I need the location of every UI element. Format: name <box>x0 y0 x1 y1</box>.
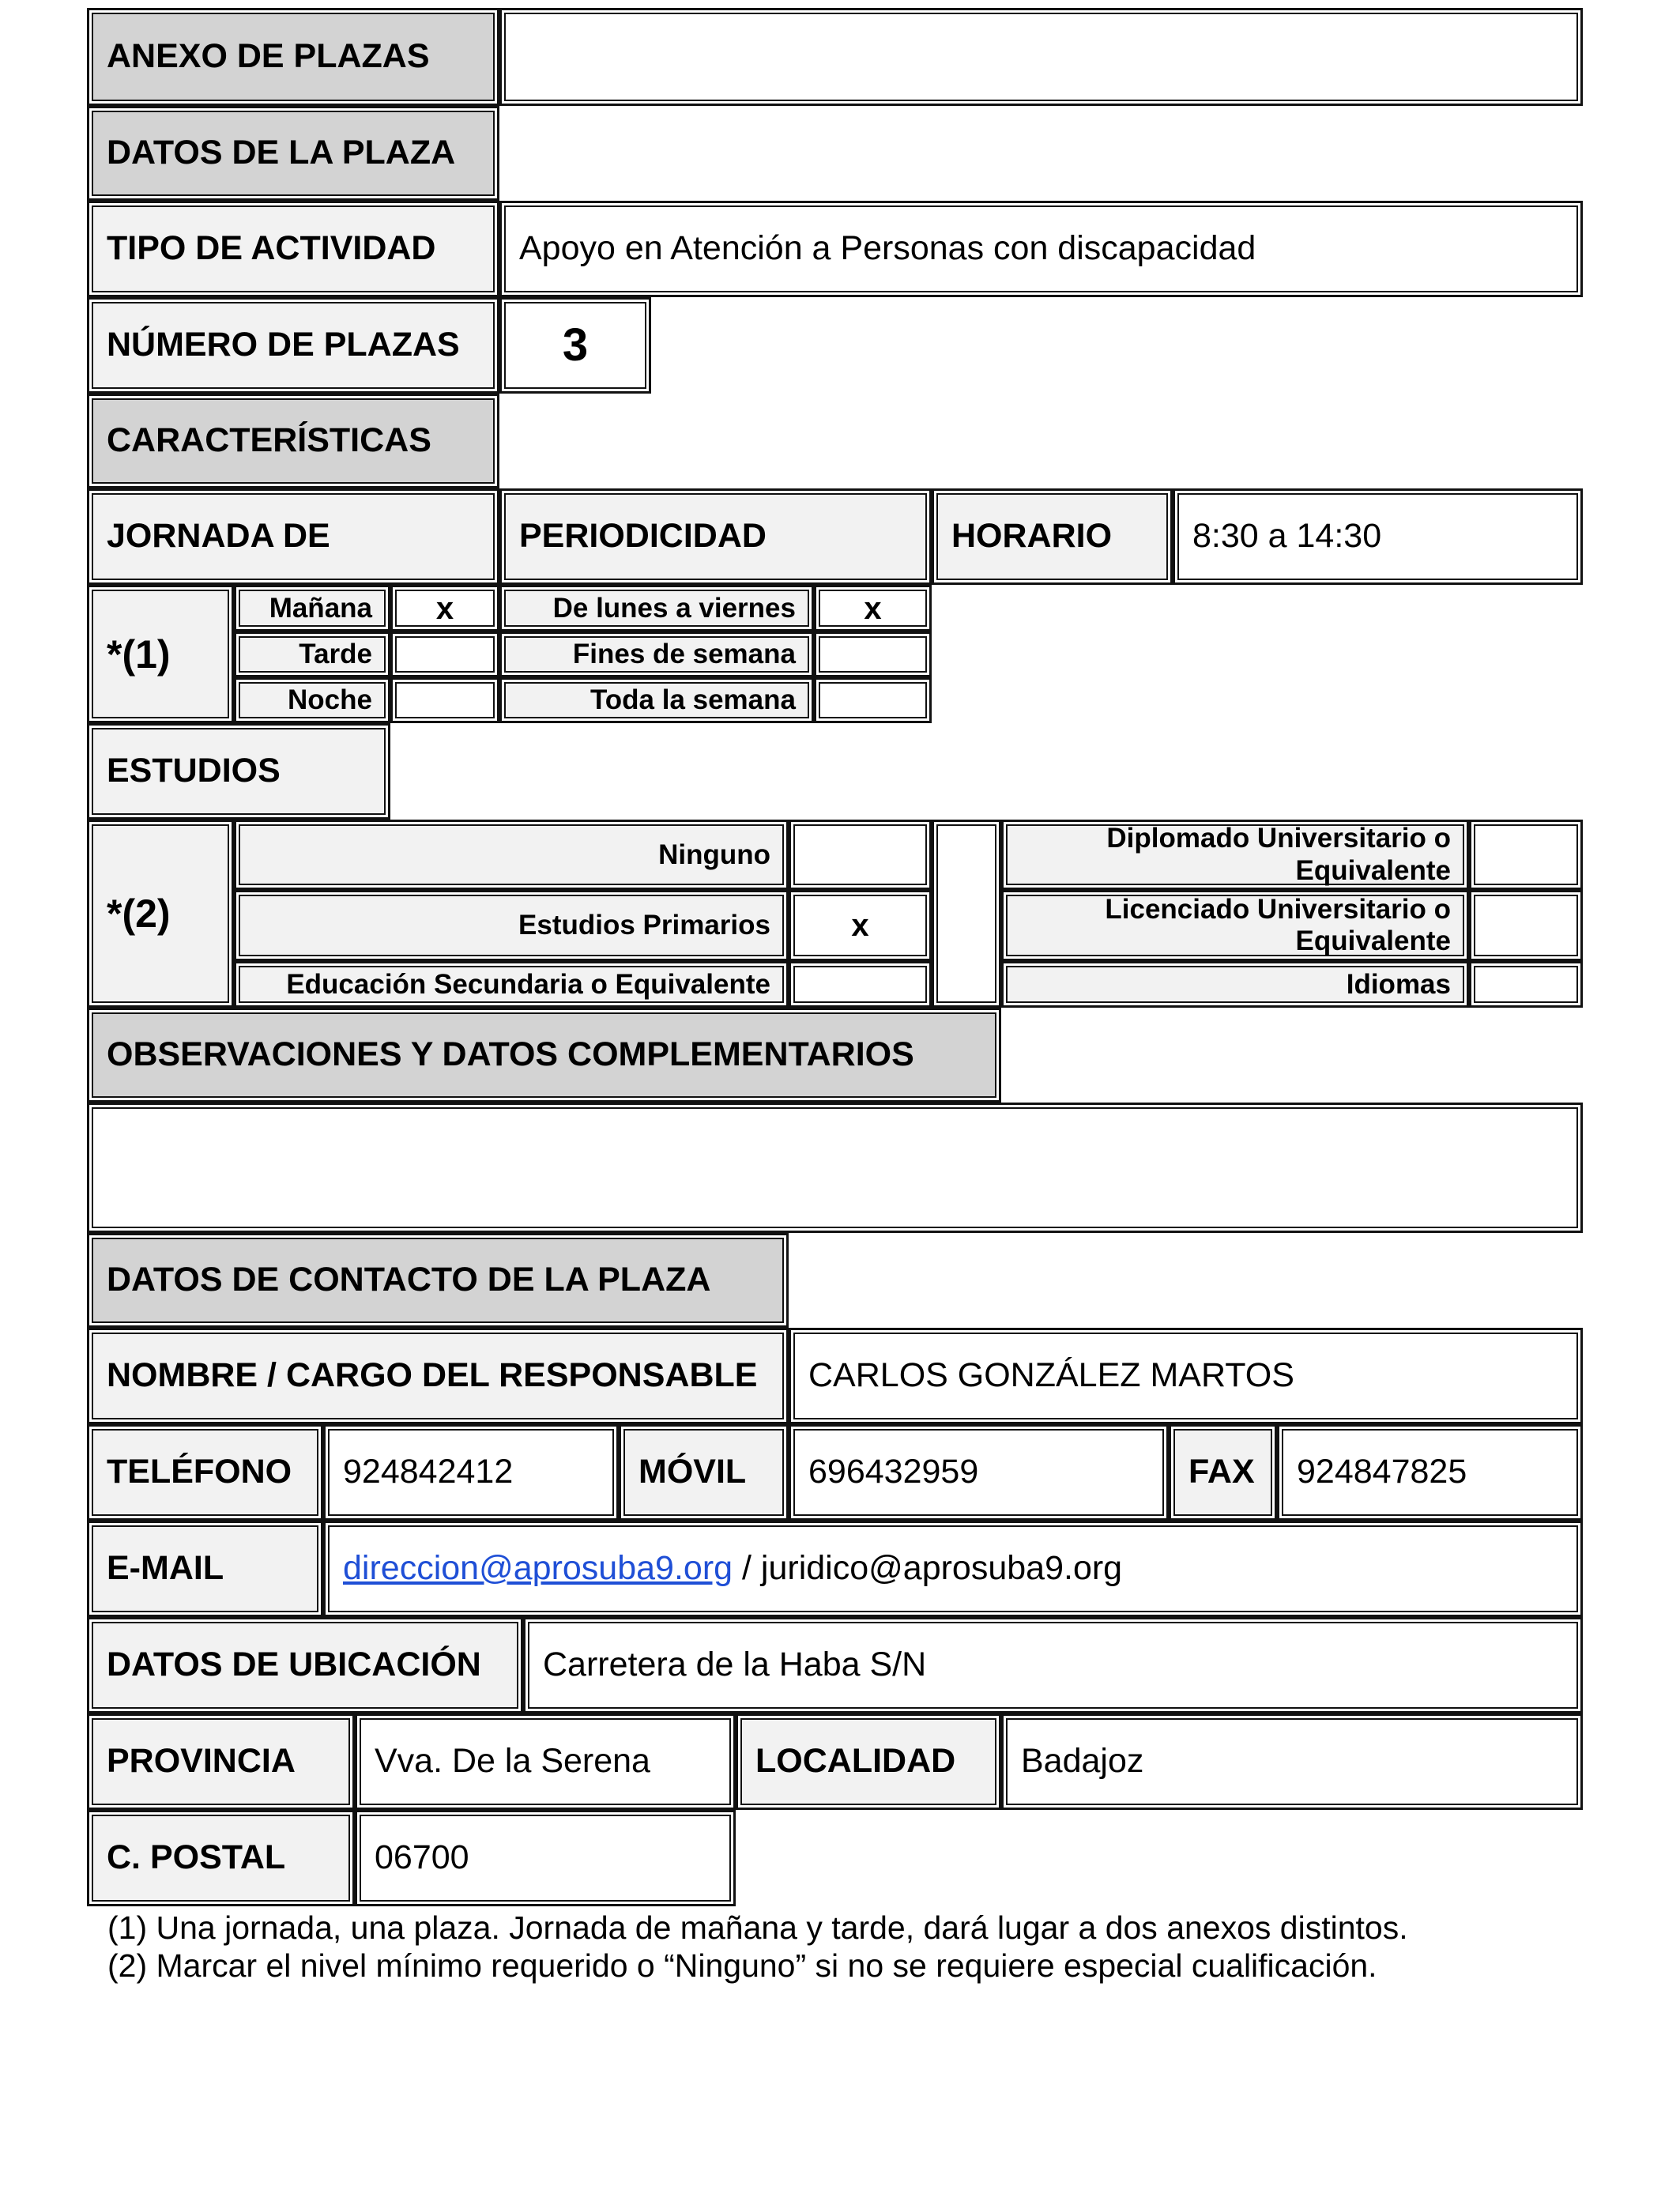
anexo-de-plazas-label: ANEXO DE PLAZAS <box>87 8 499 106</box>
turno-label: Tarde <box>234 631 390 677</box>
estudio-checkbox[interactable] <box>789 820 932 890</box>
email-secondary: / juridico@aprosuba9.org <box>733 1549 1123 1588</box>
ubicacion-label: DATOS DE UBICACIÓN <box>87 1617 523 1713</box>
anexo-de-plazas-value <box>499 8 1583 106</box>
periodo-checkbox[interactable] <box>814 631 932 677</box>
ubicacion-value: Carretera de la Haba S/N <box>523 1617 1583 1713</box>
periodo-label: Fines de semana <box>499 631 814 677</box>
provincia-value: Vva. De la Serena <box>355 1713 736 1810</box>
horario-value: 8:30 a 14:30 <box>1173 488 1583 585</box>
periodo-label: De lunes a viernes <box>499 585 814 631</box>
estudios-note-mark: *(2) <box>87 820 234 1008</box>
estudio-checkbox[interactable] <box>1469 820 1583 890</box>
codigo-postal-value: 06700 <box>355 1810 736 1906</box>
turno-label: Noche <box>234 677 390 723</box>
estudio-label: Educación Secundaria o Equivalente <box>234 961 789 1008</box>
email-link[interactable]: direccion@aprosuba9.org <box>343 1549 733 1588</box>
estudios-label: ESTUDIOS <box>87 723 390 820</box>
numero-plazas-value: 3 <box>499 297 651 394</box>
localidad-value: Badajoz <box>1001 1713 1583 1810</box>
estudio-label: Estudios Primarios <box>234 890 789 961</box>
email-label: E-MAIL <box>87 1521 323 1617</box>
datos-de-la-plaza-label: DATOS DE LA PLAZA <box>87 106 499 201</box>
telefono-value: 924842412 <box>323 1424 619 1521</box>
fax-label: FAX <box>1169 1424 1277 1521</box>
jornada-note-mark: *(1) <box>87 585 234 723</box>
observaciones-label: OBSERVACIONES Y DATOS COMPLEMENTARIOS <box>87 1008 1001 1103</box>
caracteristicas-label: CARACTERÍSTICAS <box>87 394 499 488</box>
email-value <box>323 1521 1583 1617</box>
estudio-checkbox[interactable] <box>789 961 932 1008</box>
codigo-postal-label: C. POSTAL <box>87 1810 355 1906</box>
periodo-label: Toda la semana <box>499 677 814 723</box>
periodo-checkbox[interactable]: x <box>814 585 932 631</box>
fax-value: 924847825 <box>1277 1424 1583 1521</box>
estudio-checkbox[interactable] <box>1469 961 1583 1008</box>
tipo-actividad-value: Apoyo en Atención a Personas con discapacidad <box>499 201 1583 297</box>
localidad-label: LOCALIDAD <box>736 1713 1001 1810</box>
horario-label: HORARIO <box>932 488 1173 585</box>
periodicidad-label: PERIODICIDAD <box>499 488 932 585</box>
footnote: (1) Una jornada, una plaza. Jornada de mañana y tarde, dará lugar a dos anexos distintos. <box>107 1909 1408 1946</box>
movil-value: 696432959 <box>789 1424 1169 1521</box>
responsable-value: CARLOS GONZÁLEZ MARTOS <box>789 1328 1583 1424</box>
turno-label: Mañana <box>234 585 390 631</box>
estudio-label: Diplomado Universitario o Equivalente <box>1001 820 1469 890</box>
estudio-checkbox[interactable]: x <box>789 890 932 961</box>
turno-checkbox[interactable]: x <box>390 585 499 631</box>
jornada-label: JORNADA DE <box>87 488 499 585</box>
turno-checkbox[interactable] <box>390 631 499 677</box>
footnote: (2) Marcar el nivel mínimo requerido o “Ninguno” si no se requiere especial cualificación. <box>107 1947 1377 1984</box>
numero-plazas-label: NÚMERO DE PLAZAS <box>87 297 499 394</box>
periodo-checkbox[interactable] <box>814 677 932 723</box>
tipo-actividad-label: TIPO DE ACTIVIDAD <box>87 201 499 297</box>
estudio-checkbox[interactable] <box>1469 890 1583 961</box>
provincia-label: PROVINCIA <box>87 1713 355 1810</box>
responsable-label: NOMBRE / CARGO DEL RESPONSABLE <box>87 1328 789 1424</box>
telefono-label: TELÉFONO <box>87 1424 323 1521</box>
contacto-section-label: DATOS DE CONTACTO DE LA PLAZA <box>87 1233 789 1328</box>
estudio-label: Licenciado Universitario o Equivalente <box>1001 890 1469 961</box>
turno-checkbox[interactable] <box>390 677 499 723</box>
estudios-spacer <box>932 820 1001 1008</box>
estudio-label: Ninguno <box>234 820 789 890</box>
observaciones-field <box>87 1103 1583 1233</box>
movil-label: MÓVIL <box>619 1424 789 1521</box>
estudio-label: Idiomas <box>1001 961 1469 1008</box>
